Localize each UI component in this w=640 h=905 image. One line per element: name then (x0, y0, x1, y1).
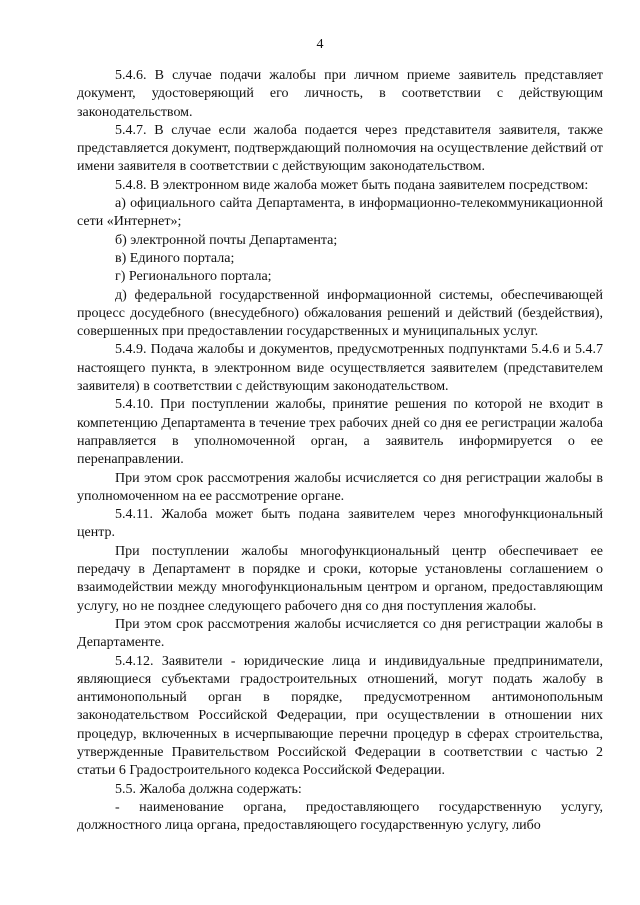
paragraph-5-4-11-term: При этом срок рассмотрения жалобы исчисляется со дня регистрации жалобы в Департаменте. (77, 616, 603, 651)
list-item-v: в) Единого портала; (115, 250, 235, 266)
paragraph-5-4-10-term: При этом срок рассмотрения жалобы исчисляется со дня регистрации жалобы в уполномоченном на ее рассмотрение органе. (77, 470, 603, 504)
paragraph-5-4-10: 5.4.10. При поступлении жалобы, принятие решения по которой не входит в компетенцию Департамента в течение трех рабочих дней со дня ее регистрации жалоба направляется в уполномоченной орган, а заявитель информируется о ее перенаправлении. (77, 397, 603, 468)
list-item-b: б) электронной почты Департамента; (115, 232, 338, 248)
document-body (77, 67, 603, 835)
list-item-dash: - наименование органа, предоставляющего государственную услугу, должностного лица органа, предоставляющего государственную услугу, либо (77, 799, 603, 834)
list-item-g: г) Регионального портала; (115, 269, 272, 285)
paragraph-5-4-9: 5.4.9. Подача жалобы и документов, предусмотренных подпунктами 5.4.6 и 5.4.7 настоящего пункта, в электронном виде осуществляется заявителем (представителем заявителя) в соответствии с действующим законодательством. (77, 342, 603, 395)
list-item-a: а) официального сайта Департамента, в информационно-телекоммуникационной сети «Интернет»; (77, 196, 603, 230)
page-number: 4 (316, 37, 324, 52)
paragraph-5-4-6: 5.4.6. В случае подачи жалобы при личном приеме заявитель представляет документ, удостоверяющий его личность, в соответствии с действующим законодательством. (77, 68, 603, 120)
paragraph-5-4-11-mfc: При поступлении жалобы многофункциональный центр обеспечивает ее передачу в Департамент в порядке и сроки, которые установлены соглашением о взаимодействии между многофункциональным центром и органом, предоставляющим услугу, но не позднее следующего рабочего дня со дня поступления жалобы. (77, 543, 603, 614)
paragraph-5-5: 5.5. Жалоба должна содержать: (115, 781, 302, 797)
paragraph-5-4-11: 5.4.11. Жалоба может быть подана заявителем через многофункциональный центр. (77, 507, 603, 541)
paragraph-5-4-7: 5.4.7. В случае если жалоба подается через представителя заявителя, также представляется документ, подтверждающий полномочия на осуществление действий от имени заявителя в соответствии с действующим законодательством. (77, 122, 603, 175)
paragraph-5-4-12: 5.4.12. Заявители - юридические лица и индивидуальные предприниматели, являющиеся субъектами градостроительных отношений, могут подать жалобу в антимонопольный орган в порядке, предусмотренном антимонопольным законодательством Российской Федерации, при осуществлении в отношении них процедур, включенных в исчерпывающие перечни процедур в сферах строительства, утвержденные Правительством Российской Федерации в соответствии с частью 2 статьи 6 Градостроительного кодекса Российской Федерации. (77, 653, 603, 779)
paragraph-5-4-8: 5.4.8. В электронном виде жалоба может быть подана заявителем посредством: (115, 177, 589, 193)
list-item-d: д) федеральной государственной информационной системы, обеспечивающей процесс досудебного (внесудебного) обжалования решений и действий (бездействия), совершенных при предоставлении государственных и муниципальных услуг. (77, 287, 603, 340)
